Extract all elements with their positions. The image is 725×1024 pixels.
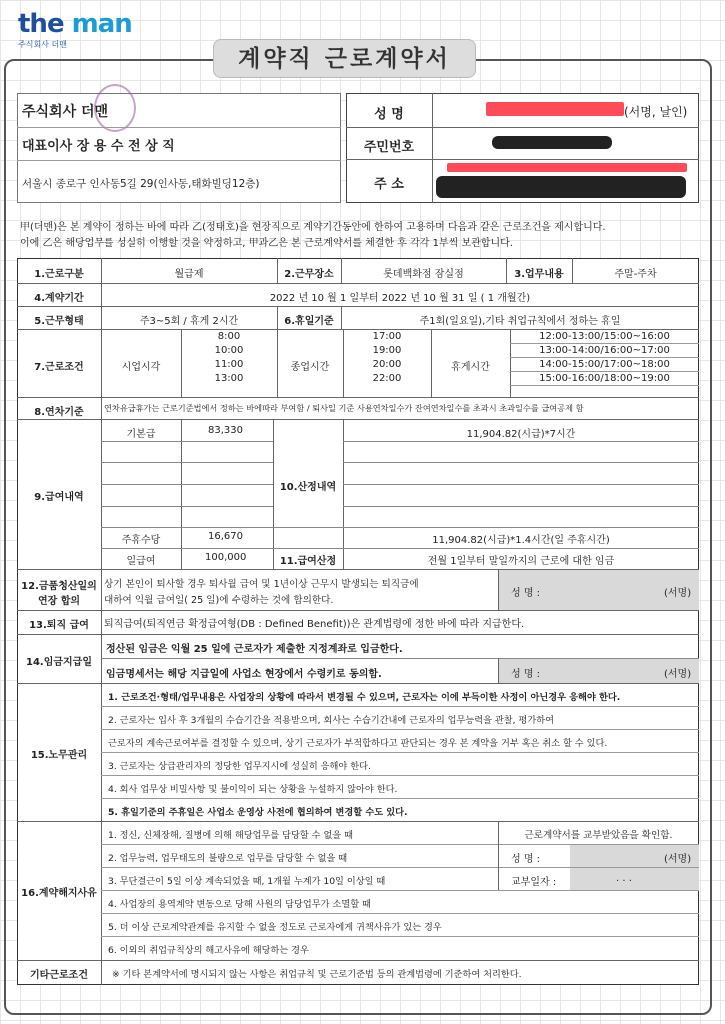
break-time-2: 13:00-14:00/16:00~17:00: [539, 345, 670, 356]
s16-sign-label: 성 명 :: [511, 854, 541, 865]
break-time-3: 14:00-15:00/17:00~18:00: [539, 359, 670, 370]
start-time-4: 13:00: [214, 373, 244, 384]
break-time-1: 12:00-13:00/15:00~16:00: [539, 331, 670, 342]
s14-line-2: 임금명세서는 해당 지급일에 사업소 현장에서 수령키로 동의함.: [106, 669, 382, 680]
s15-item-5: 5. 휴일기준의 주휴일은 사업소 운영상 사전에 협의하여 변경할 수도 있다.: [108, 807, 408, 818]
s11-label: 11.급여산정: [279, 556, 337, 567]
base-pay-value: 83,330: [208, 425, 243, 436]
s12-label-1: 12.금품청산일의: [21, 581, 97, 592]
logo-the: the: [18, 9, 64, 39]
s1-label: 1.근로구분: [34, 269, 84, 280]
s13-label: 13.퇴직 급여: [29, 620, 89, 631]
weekly-pay-label: 주휴수당: [121, 535, 161, 546]
s7-label: 7.근로조건: [34, 362, 84, 373]
s15-item-1: 1. 근로조건·형태/업무내용은 사업장의 상황에 따라서 변경될 수 있으며, 근로자는 이에 부득이한 사정이 아닌경우 응해야 한다.: [108, 692, 621, 703]
s16-item-1: 1. 정신, 신체장해, 질병에 의해 해당업무를 담당할 수 없을 때: [108, 830, 354, 841]
redaction-mark: [436, 176, 686, 198]
s12-sign-label: 성 명 :: [511, 588, 541, 599]
s8-value: 연차유급휴가는 근로기준법에서 정하는 바에따라 부여함 / 퇴사일 기준 사용연차일수가 잔여연차일수를 초과시 초과일수를 급여공제 함: [104, 403, 584, 413]
s9-label: 9.급여내역: [34, 492, 84, 503]
s12-sign-suffix: (서명): [664, 588, 692, 599]
company-seal-icon: [94, 84, 136, 132]
other-label: 기타근로조건: [30, 970, 88, 981]
s16-label: 16.계약해지사유: [21, 888, 97, 899]
end-time-1: 17:00: [372, 331, 402, 342]
s5-value: 주3~5회 / 휴게 2시간: [139, 316, 239, 327]
s13-value: 퇴직급여(퇴직연금 확정급여형(DB : Defined Benefit))은 관계법령에 정한 바에 따라 지급한다.: [104, 619, 525, 630]
employer-company: 주식회사 더맨: [22, 104, 109, 120]
s12-text-1: 상기 본인이 퇴사할 경우 퇴사월 급여 및 1년이상 근무시 발생되는 퇴직금에: [104, 579, 419, 590]
intro-line-1: 甲(더맨)은 본 계약이 정하는 바에 따라 乙(정태호)을 현장직으로 계약기간동안에 한하여 고용하며 다음과 같은 근로조건을 제시합니다.: [20, 222, 606, 233]
redaction-mark: [486, 102, 624, 116]
employer-ceo: 대표이사 장 용 수 전 상 직: [22, 139, 175, 154]
s16-receipt: 근로계약서를 교부받았음을 확인함.: [524, 830, 673, 841]
logo-man: man: [71, 9, 132, 39]
s16-item-5: 5. 더 이상 근로계약관계를 유지할 수 없을 정도로 근로자에게 귀책사유가 있는 경우: [108, 922, 442, 933]
end-time-2: 19:00: [372, 345, 402, 356]
s5-label: 5.근무형태: [34, 316, 84, 327]
s4-label: 4.계약기간: [34, 293, 84, 304]
delivery-date-field[interactable]: [570, 868, 699, 890]
start-time-1: 8:00: [217, 331, 241, 342]
s15-item-4: 4. 회사 업무상 비밀사항 및 불이익이 되는 상황을 누설하지 않아야 한다.: [108, 784, 398, 795]
s11-value: 전월 1일부터 말일까지의 근로에 대한 임금: [427, 556, 615, 567]
weekly-pay-value: 16,670: [208, 531, 243, 542]
s14-label: 14.임금지급일: [25, 657, 92, 668]
s1-value: 월급제: [174, 269, 204, 280]
s6-value: 주1회(일요일),기타 취업규칙에서 정하는 휴일: [419, 316, 621, 327]
s2-label: 2.근무장소: [284, 269, 334, 280]
logo-subtitle: 주식회사 더맨: [18, 40, 67, 49]
s15-item-3: 3. 근로자는 상급관리자의 정당한 업무지시에 성실히 응해야 한다.: [108, 761, 371, 772]
s10-label: 10.산정내역: [279, 482, 337, 493]
s14-line-1: 정산된 임금은 익월 25 일에 근로자가 제출한 지정계좌로 입금한다.: [106, 644, 403, 655]
s16-item-6: 6. 이외의 취업규칙상의 해고사유에 해당하는 경우: [108, 945, 309, 956]
redaction-mark: [447, 163, 687, 172]
s15-label: 15.노무관리: [30, 750, 88, 761]
start-time-2: 10:00: [214, 345, 244, 356]
s16-item-2: 2. 업무능력, 업무태도의 불량으로 업무를 담당할 수 없을 때: [108, 853, 348, 864]
base-pay-label: 기본급: [126, 429, 156, 440]
s4-value: 2022 년 10 월 1 일부터 2022 년 10 월 31 일 ( 1 개월간): [269, 293, 531, 304]
s14-sign-suffix: (서명): [664, 669, 692, 680]
document-title: 계약직 근로계약서: [213, 39, 476, 78]
end-time-4: 22:00: [372, 373, 402, 384]
redaction-mark: [492, 136, 612, 149]
s14-sign-label: 성 명 :: [511, 669, 541, 680]
s15-item-2-cont: 근로자의 계속근로여부를 결정할 수 있으며, 상기 근로자가 부적합하다고 판단되는 경우 본 계약을 거부 혹은 취소 할 수 있다.: [108, 738, 608, 749]
s3-value: 주말-주차: [614, 269, 657, 280]
company-logo: [18, 10, 132, 50]
calc-line-2: 11,904.82(시급)*1.4시간(일 주휴시간): [432, 535, 610, 546]
s16-sign-suffix: (서명): [664, 854, 692, 865]
other-value: ※ 기타 본계약서에 명시되지 않는 사항은 취업규칙 및 근로기준법 등의 관계법령에 기준하여 처리한다.: [112, 969, 522, 980]
s12-label-2: 연장 합의: [37, 596, 81, 607]
employee-id-label: 주민번호: [363, 140, 415, 155]
start-time-3: 11:00: [214, 359, 244, 370]
s16-date-value: . . .: [616, 873, 632, 884]
s15-item-2: 2. 근로자는 입사 후 3개월의 수습기간을 적용받으며, 회사는 수습기간내에 근로자의 업무능력을 관찰, 평가하여: [108, 715, 555, 726]
employee-address-label: 주 소: [374, 177, 404, 192]
intro-line-2: 이에 乙은 해당업무를 성실히 이행할 것을 약정하고, 甲과乙은 본 근로계약서를 체결한 후 각각 1부씩 보관합니다.: [20, 238, 513, 249]
s6-label: 6.휴일기준: [284, 316, 334, 327]
employee-name-suffix: (서명, 날인): [624, 105, 688, 119]
employer-address: 서울시 종로구 인사동5길 29(인사동,태화빌딩12층): [22, 178, 260, 190]
s7-end-label: 종업시간: [290, 362, 330, 373]
end-time-3: 20:00: [372, 359, 402, 370]
s2-value: 롯데백화점 잠실점: [383, 269, 464, 280]
s7-start-label: 시업시각: [121, 362, 161, 373]
s16-item-3: 3. 무단결근이 5일 이상 계속되었을 때, 1개월 누계가 10일 이상일 때: [108, 876, 386, 887]
s3-label: 3.업무내용: [514, 269, 564, 280]
s7-break-label: 휴게시간: [451, 362, 490, 373]
daily-pay-value: 100,000: [205, 552, 247, 563]
s16-date-label: 교부일자 :: [511, 877, 557, 888]
s12-text-2: 대하여 익월 급여일( 25 일)에 수령하는 것에 합의한다.: [104, 595, 334, 606]
daily-pay-label: 일급여: [126, 556, 156, 567]
calc-line-1: 11,904.82(시급)*7시간: [466, 429, 576, 440]
break-time-4: 15:00-16:00/18:00~19:00: [539, 373, 670, 384]
employee-name-label: 성 명: [374, 107, 404, 122]
s8-label: 8.연차기준: [34, 407, 84, 418]
s16-item-4: 4. 사업장의 용역계약 변동으로 당해 사원의 담당업무가 소멸할 때: [108, 899, 371, 910]
